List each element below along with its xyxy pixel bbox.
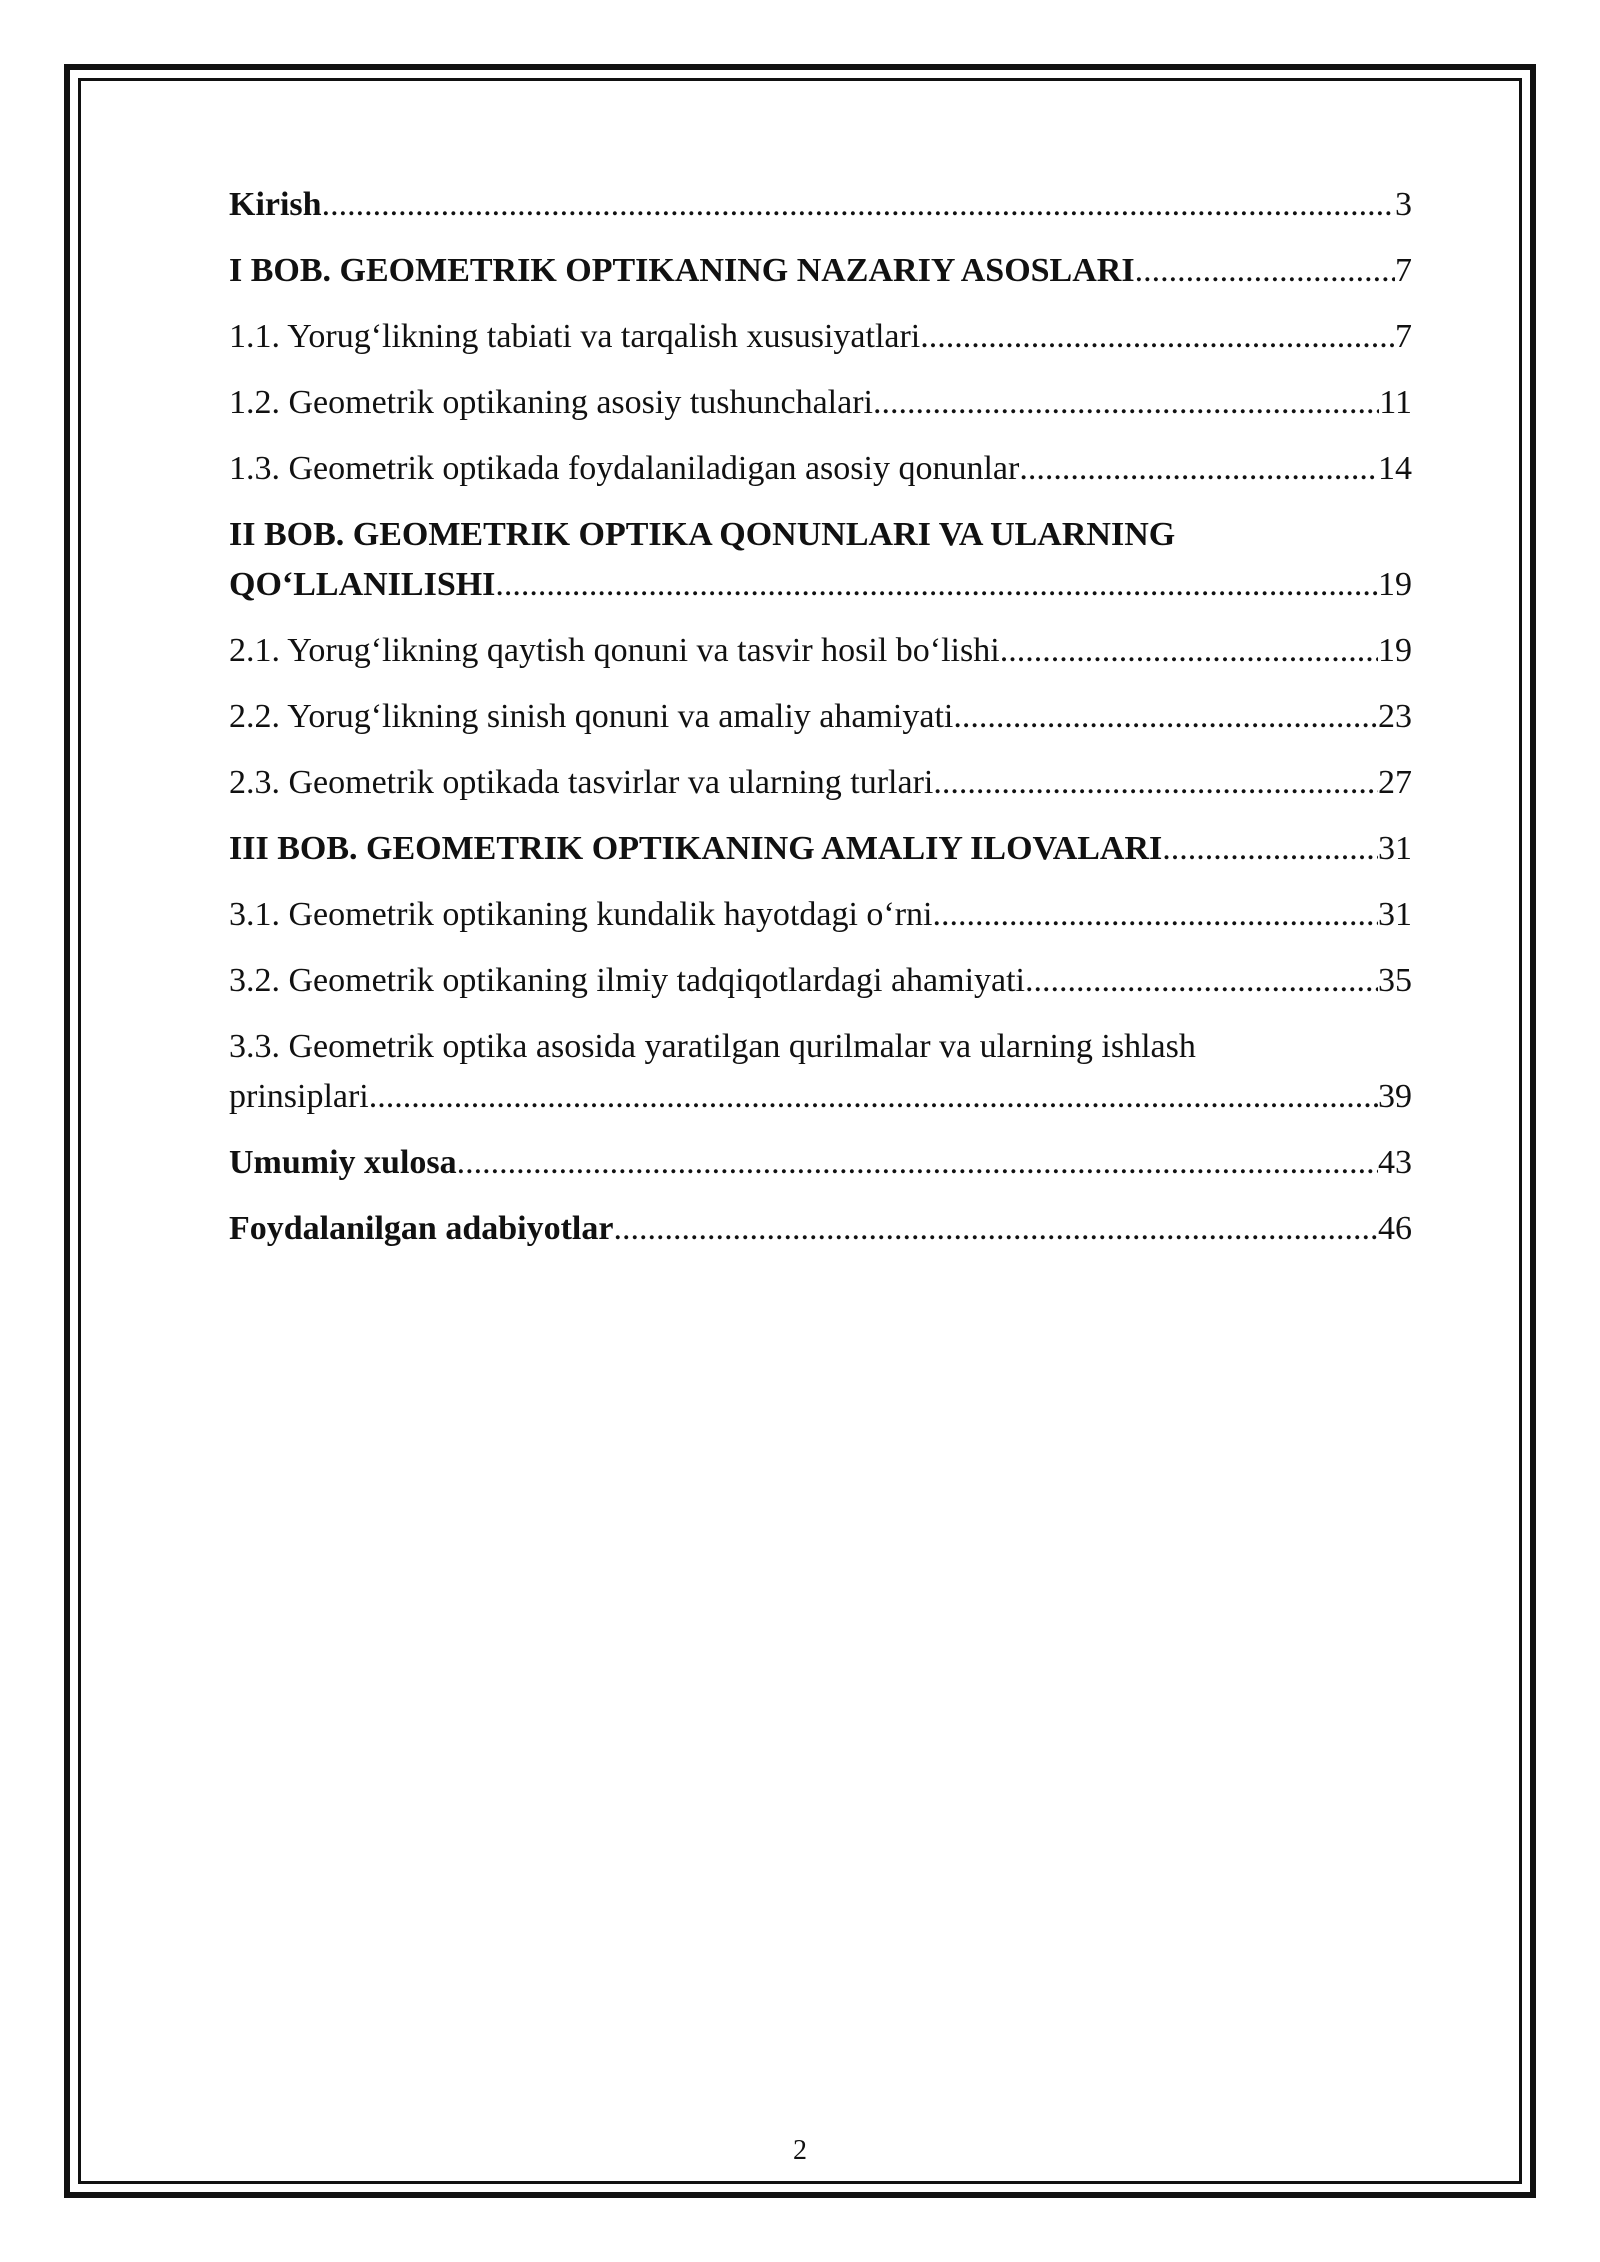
toc-entry-section-1-3[interactable] (229, 444, 1412, 494)
toc-entry-title: Kirish (229, 186, 322, 223)
toc-entry-title: 2.2. Yorug‘likning sinish qonuni va amaliy ahamiyati (229, 698, 954, 735)
toc-entry-title: 3.1. Geometrik optikaning kundalik hayotdagi o‘rni (229, 896, 933, 933)
toc-entry-page: 19 (1378, 566, 1412, 603)
toc-entry-references[interactable] (229, 1204, 1412, 1254)
toc-entry-title: Foydalanilgan adabiyotlar (229, 1210, 614, 1247)
toc-entry-title: 3.2. Geometrik optikaning ilmiy tadqiqotlardagi ahamiyati (229, 962, 1025, 999)
toc-entry-page: 46 (1378, 1210, 1412, 1247)
toc-entry-page: 35 (1378, 962, 1412, 999)
toc-entry-title: 1.1. Yorug‘likning tabiati va tarqalish xususiyatlari (229, 318, 921, 355)
toc-entry-title: 2.1. Yorug‘likning qaytish qonuni va tasvir hosil bo‘lishi (229, 632, 1000, 669)
toc-entry-section-1-1[interactable] (229, 312, 1412, 362)
toc-entry-chapter-3[interactable] (229, 824, 1412, 874)
toc-entry-title: 1.2. Geometrik optikaning asosiy tushunchalari (229, 384, 873, 421)
dot-leader (932, 890, 1378, 940)
toc-entry-page: 14 (1378, 450, 1412, 487)
dot-leader (1019, 444, 1378, 494)
toc-entry-page: 31 (1378, 896, 1412, 933)
toc-entry-section-3-3[interactable] (229, 1022, 1412, 1122)
toc-entry-title: 2.3. Geometrik optikada tasvirlar va ularning turlari (229, 764, 934, 801)
dot-leader (1162, 824, 1378, 874)
toc-entry-section-3-2[interactable] (229, 956, 1412, 1006)
toc-entry-title-line1: 3.3. Geometrik optika asosida yaratilgan qurilmalar va ularning ishlash (229, 1028, 1196, 1065)
toc-entry-page: 31 (1378, 830, 1412, 867)
toc-entry-section-2-3[interactable] (229, 758, 1412, 808)
toc-entry-section-1-2[interactable] (229, 378, 1412, 428)
toc-entry-page: 27 (1378, 764, 1412, 801)
dot-leader (457, 1138, 1378, 1188)
toc-entry-page: 39 (1378, 1078, 1412, 1115)
toc-entry-page: 43 (1378, 1144, 1412, 1181)
toc-entry-page: 23 (1378, 698, 1412, 735)
toc-entry-page: 19 (1378, 632, 1412, 669)
toc-entry-title: Umumiy xulosa (229, 1144, 457, 1181)
toc-entry-section-3-1[interactable] (229, 890, 1412, 940)
toc-entry-page: 3 (1395, 186, 1412, 223)
dot-leader (1135, 246, 1395, 296)
page-number: 2 (793, 2135, 807, 2166)
toc-entry-conclusion[interactable] (229, 1138, 1412, 1188)
toc-entry-page: 11 (1379, 384, 1412, 421)
toc-entry-chapter-1[interactable] (229, 246, 1412, 296)
dot-leader (873, 378, 1379, 428)
table-of-contents (229, 180, 1412, 1270)
toc-entry-title: QO‘LLANILISHI (229, 566, 496, 603)
toc-entry-title: I BOB. GEOMETRIK OPTIKANING NAZARIY ASOSLARI (229, 252, 1135, 289)
dot-leader (1025, 956, 1378, 1006)
toc-entry-kirish[interactable] (229, 180, 1412, 230)
toc-entry-section-2-1[interactable] (229, 626, 1412, 676)
dot-leader (495, 560, 1378, 610)
toc-entry-title-line1: II BOB. GEOMETRIK OPTIKA QONUNLARI VA ULARNING (229, 516, 1176, 553)
toc-entry-title: prinsiplari (229, 1078, 369, 1115)
toc-entry-chapter-2[interactable] (229, 510, 1412, 610)
toc-entry-title: III BOB. GEOMETRIK OPTIKANING AMALIY ILOVALARI (229, 830, 1163, 867)
dot-leader (953, 692, 1378, 742)
toc-entry-title: 1.3. Geometrik optikada foydalaniladigan asosiy qonunlar (229, 450, 1020, 487)
toc-entry-page: 7 (1395, 252, 1412, 289)
dot-leader (1000, 626, 1378, 676)
dot-leader (920, 312, 1395, 362)
dot-leader (613, 1204, 1378, 1254)
toc-entry-section-2-2[interactable] (229, 692, 1412, 742)
dot-leader (933, 758, 1378, 808)
dot-leader (369, 1072, 1378, 1122)
dot-leader (322, 180, 1395, 230)
toc-entry-page: 7 (1395, 318, 1412, 355)
